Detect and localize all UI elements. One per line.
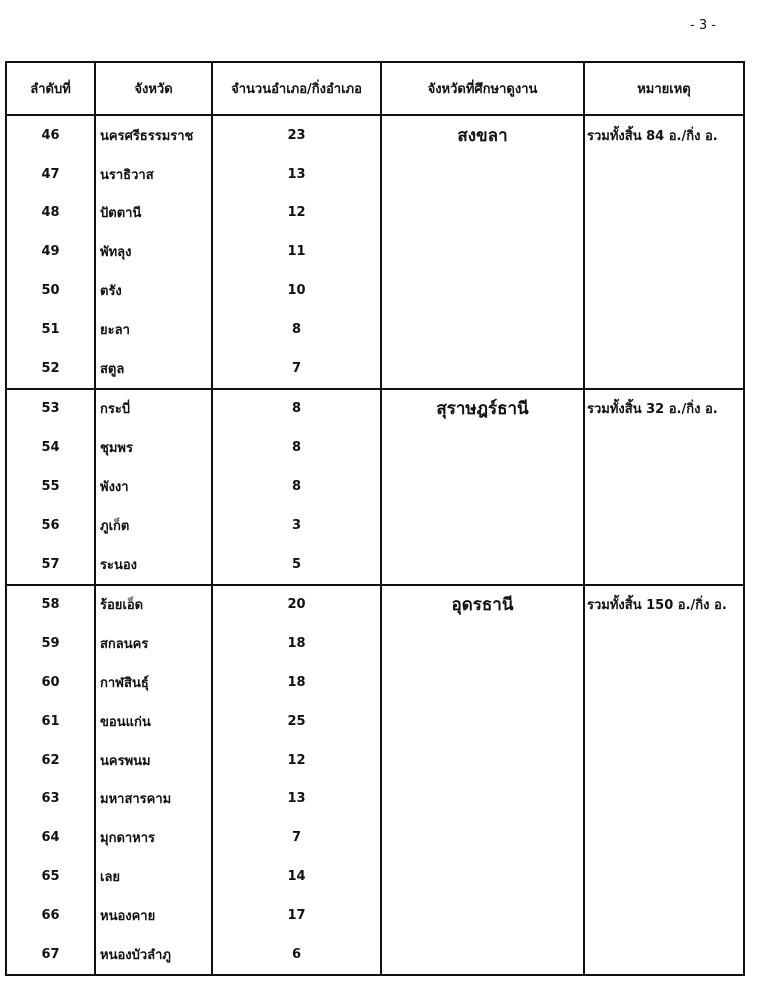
cell-note (584, 780, 744, 819)
cell-no: 65 (6, 857, 95, 896)
cell-note (584, 818, 744, 857)
table-row (6, 624, 744, 663)
table-row (6, 506, 744, 545)
cell-note (584, 935, 744, 975)
cell-count: 6 (212, 935, 381, 975)
cell-note (584, 896, 744, 935)
cell-study-province: สงขลา (381, 115, 584, 155)
cell-count: 13 (212, 780, 381, 819)
cell-study-province (381, 935, 584, 975)
header-count: จำนวนอำเภอ/กิ่งอำเภอ (212, 62, 381, 115)
cell-study-province (381, 663, 584, 702)
cell-study-province (381, 506, 584, 545)
table-row (6, 741, 744, 780)
cell-province: มหาสารคาม (95, 780, 212, 819)
cell-study-province (381, 780, 584, 819)
cell-count: 8 (212, 467, 381, 506)
cell-province: หนองบัวลำภู (95, 935, 212, 975)
cell-no: 57 (6, 545, 95, 585)
cell-no: 64 (6, 818, 95, 857)
table-row (6, 663, 744, 702)
cell-no: 52 (6, 349, 95, 389)
cell-province: ระนอง (95, 545, 212, 585)
cell-note (584, 155, 744, 194)
cell-count: 23 (212, 115, 381, 155)
cell-count: 12 (212, 194, 381, 233)
cell-note (584, 624, 744, 663)
cell-study-province (381, 271, 584, 310)
table-row (6, 857, 744, 896)
province-table (5, 61, 745, 976)
cell-study-province (381, 741, 584, 780)
cell-no: 58 (6, 585, 95, 625)
cell-count: 5 (212, 545, 381, 585)
cell-count: 8 (212, 428, 381, 467)
table-row (6, 780, 744, 819)
cell-no: 54 (6, 428, 95, 467)
cell-count: 10 (212, 271, 381, 310)
cell-no: 60 (6, 663, 95, 702)
table-row (6, 349, 744, 389)
cell-no: 48 (6, 194, 95, 233)
cell-count: 8 (212, 310, 381, 349)
cell-note: รวมทั้งสิ้น 84 อ./กิ่ง อ. (584, 115, 744, 155)
header-no: ลำดับที่ (6, 62, 95, 115)
cell-count: 25 (212, 702, 381, 741)
cell-province: สกลนคร (95, 624, 212, 663)
cell-note (584, 702, 744, 741)
cell-province: พัทลุง (95, 232, 212, 271)
cell-study-province (381, 818, 584, 857)
cell-study-province (381, 428, 584, 467)
cell-note (584, 271, 744, 310)
table-row (6, 271, 744, 310)
cell-count: 13 (212, 155, 381, 194)
cell-study-province (381, 896, 584, 935)
cell-study-province (381, 624, 584, 663)
cell-study-province (381, 310, 584, 349)
cell-note: รวมทั้งสิ้น 150 อ./กิ่ง อ. (584, 585, 744, 625)
cell-count: 7 (212, 818, 381, 857)
cell-study-province (381, 194, 584, 233)
cell-note (584, 310, 744, 349)
cell-province: เลย (95, 857, 212, 896)
cell-note (584, 857, 744, 896)
cell-count: 12 (212, 741, 381, 780)
cell-no: 50 (6, 271, 95, 310)
cell-study-province (381, 349, 584, 389)
cell-study-province: สุราษฎร์ธานี (381, 389, 584, 429)
header-note: หมายเหตุ (584, 62, 744, 115)
cell-province: มุกดาหาร (95, 818, 212, 857)
cell-note (584, 428, 744, 467)
cell-province: ขอนแก่น (95, 702, 212, 741)
cell-province: กระบี่ (95, 389, 212, 429)
cell-no: 56 (6, 506, 95, 545)
table-row (6, 428, 744, 467)
cell-province: นครพนม (95, 741, 212, 780)
cell-province: ร้อยเอ็ด (95, 585, 212, 625)
cell-count: 20 (212, 585, 381, 625)
table-row (6, 389, 744, 429)
cell-province: นครศรีธรรมราช (95, 115, 212, 155)
table-row (6, 585, 744, 625)
cell-study-province (381, 155, 584, 194)
cell-count: 3 (212, 506, 381, 545)
cell-study-province (381, 545, 584, 585)
cell-note (584, 467, 744, 506)
cell-no: 66 (6, 896, 95, 935)
cell-no: 63 (6, 780, 95, 819)
cell-province: พังงา (95, 467, 212, 506)
cell-study-province: อุดรธานี (381, 585, 584, 625)
cell-note (584, 741, 744, 780)
cell-study-province (381, 232, 584, 271)
cell-no: 55 (6, 467, 95, 506)
cell-no: 61 (6, 702, 95, 741)
cell-note (584, 663, 744, 702)
header-study-province: จังหวัดที่ศึกษาดูงาน (381, 62, 584, 115)
cell-province: หนองคาย (95, 896, 212, 935)
cell-count: 8 (212, 389, 381, 429)
cell-study-province (381, 857, 584, 896)
cell-no: 53 (6, 389, 95, 429)
table-row (6, 545, 744, 585)
cell-province: ภูเก็ต (95, 506, 212, 545)
cell-note (584, 506, 744, 545)
cell-count: 17 (212, 896, 381, 935)
table-row (6, 818, 744, 857)
cell-no: 59 (6, 624, 95, 663)
cell-province: ชุมพร (95, 428, 212, 467)
cell-province: ตรัง (95, 271, 212, 310)
table-header-row (6, 62, 744, 115)
cell-count: 14 (212, 857, 381, 896)
cell-no: 47 (6, 155, 95, 194)
cell-province: สตูล (95, 349, 212, 389)
cell-count: 18 (212, 624, 381, 663)
cell-study-province (381, 467, 584, 506)
cell-province: นราธิวาส (95, 155, 212, 194)
cell-note (584, 232, 744, 271)
table-row (6, 896, 744, 935)
cell-note (584, 349, 744, 389)
cell-count: 7 (212, 349, 381, 389)
cell-count: 11 (212, 232, 381, 271)
cell-no: 67 (6, 935, 95, 975)
cell-province: ยะลา (95, 310, 212, 349)
header-province: จังหวัด (95, 62, 212, 115)
cell-note (584, 194, 744, 233)
page-number: - 3 - (690, 18, 716, 33)
table-row (6, 115, 744, 155)
table-row (6, 194, 744, 233)
table-row (6, 310, 744, 349)
cell-note (584, 545, 744, 585)
table-row (6, 467, 744, 506)
cell-note: รวมทั้งสิ้น 32 อ./กิ่ง อ. (584, 389, 744, 429)
table-row (6, 935, 744, 975)
cell-study-province (381, 702, 584, 741)
cell-count: 18 (212, 663, 381, 702)
cell-no: 51 (6, 310, 95, 349)
table-body (6, 115, 744, 975)
table-row (6, 702, 744, 741)
table-row (6, 232, 744, 271)
cell-province: กาฬสินธุ์ (95, 663, 212, 702)
cell-no: 62 (6, 741, 95, 780)
cell-no: 46 (6, 115, 95, 155)
cell-no: 49 (6, 232, 95, 271)
table-row (6, 155, 744, 194)
cell-province: ปัตตานี (95, 194, 212, 233)
